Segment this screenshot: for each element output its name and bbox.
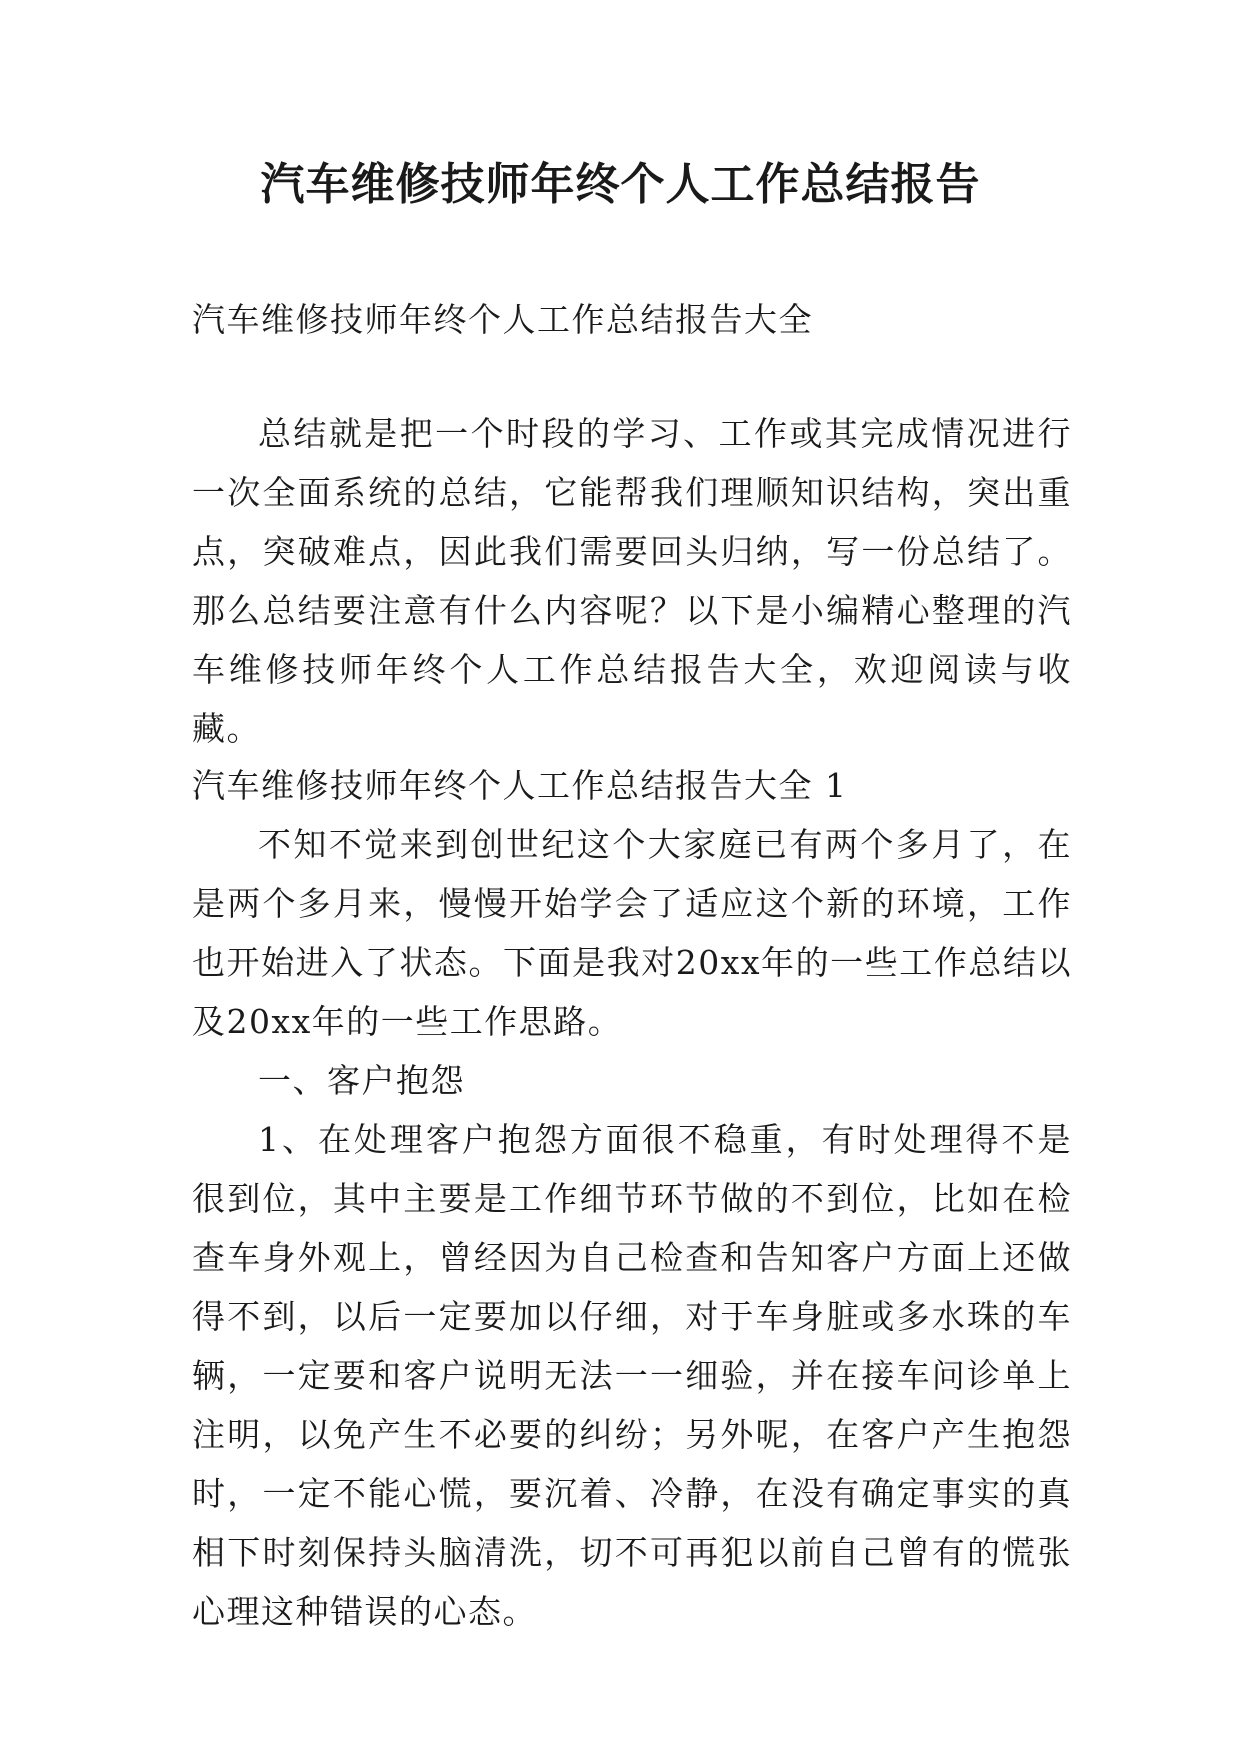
section-paragraph: 不知不觉来到创世纪这个大家庭已有两个多月了，在是两个多月来，慢慢开始学会了适应这个新的环境，工作也开始进入了状态。下面是我对20xx年的一些工作总结以及20xx年的一些工作思路。 [192, 825, 1072, 1041]
section-heading: 一、客户抱怨 [258, 1061, 465, 1100]
section-item: 1、在处理客户抱怨方面很不稳重，有时处理得不是很到位，其中主要是工作细节环节做的不到位，比如在检查车身外观上，曾经因为自己检查和告知客户方面上还做得不到，以后一定要加以仔细，对于车身脏或多水珠的车辆，一定要和客户说明无法一一细验，并在接车问诊单上注明，以免产生不必要的纠纷；另外呢，在客户产生抱怨时，一定不能心慌，要沉着、冷静，在没有确定事实的真相下时刻保持头脑清洗，切不可再犯以前自己曾有的慌张心理这种错误的心态。 [192, 1120, 1072, 1631]
section-1 [192, 756, 1072, 1641]
document-title: 汽车维修技师年终个人工作总结报告 [260, 159, 981, 210]
intro-text: 总结就是把一个时段的学习、工作或其完成情况进行一次全面系统的总结，它能帮我们理顺知识结构，突出重点，突破难点，因此我们需要回头归纳，写一份总结了。那么总结要注意有什么内容呢？以下是小编精心整理的汽车维修技师年终个人工作总结报告大全，欢迎阅读与收藏。 [192, 414, 1072, 748]
intro-paragraph [192, 404, 1072, 758]
section-title: 汽车维修技师年终个人工作总结报告大全 1 [192, 766, 848, 805]
document-subtitle: 汽车维修技师年终个人工作总结报告大全 [192, 300, 813, 339]
